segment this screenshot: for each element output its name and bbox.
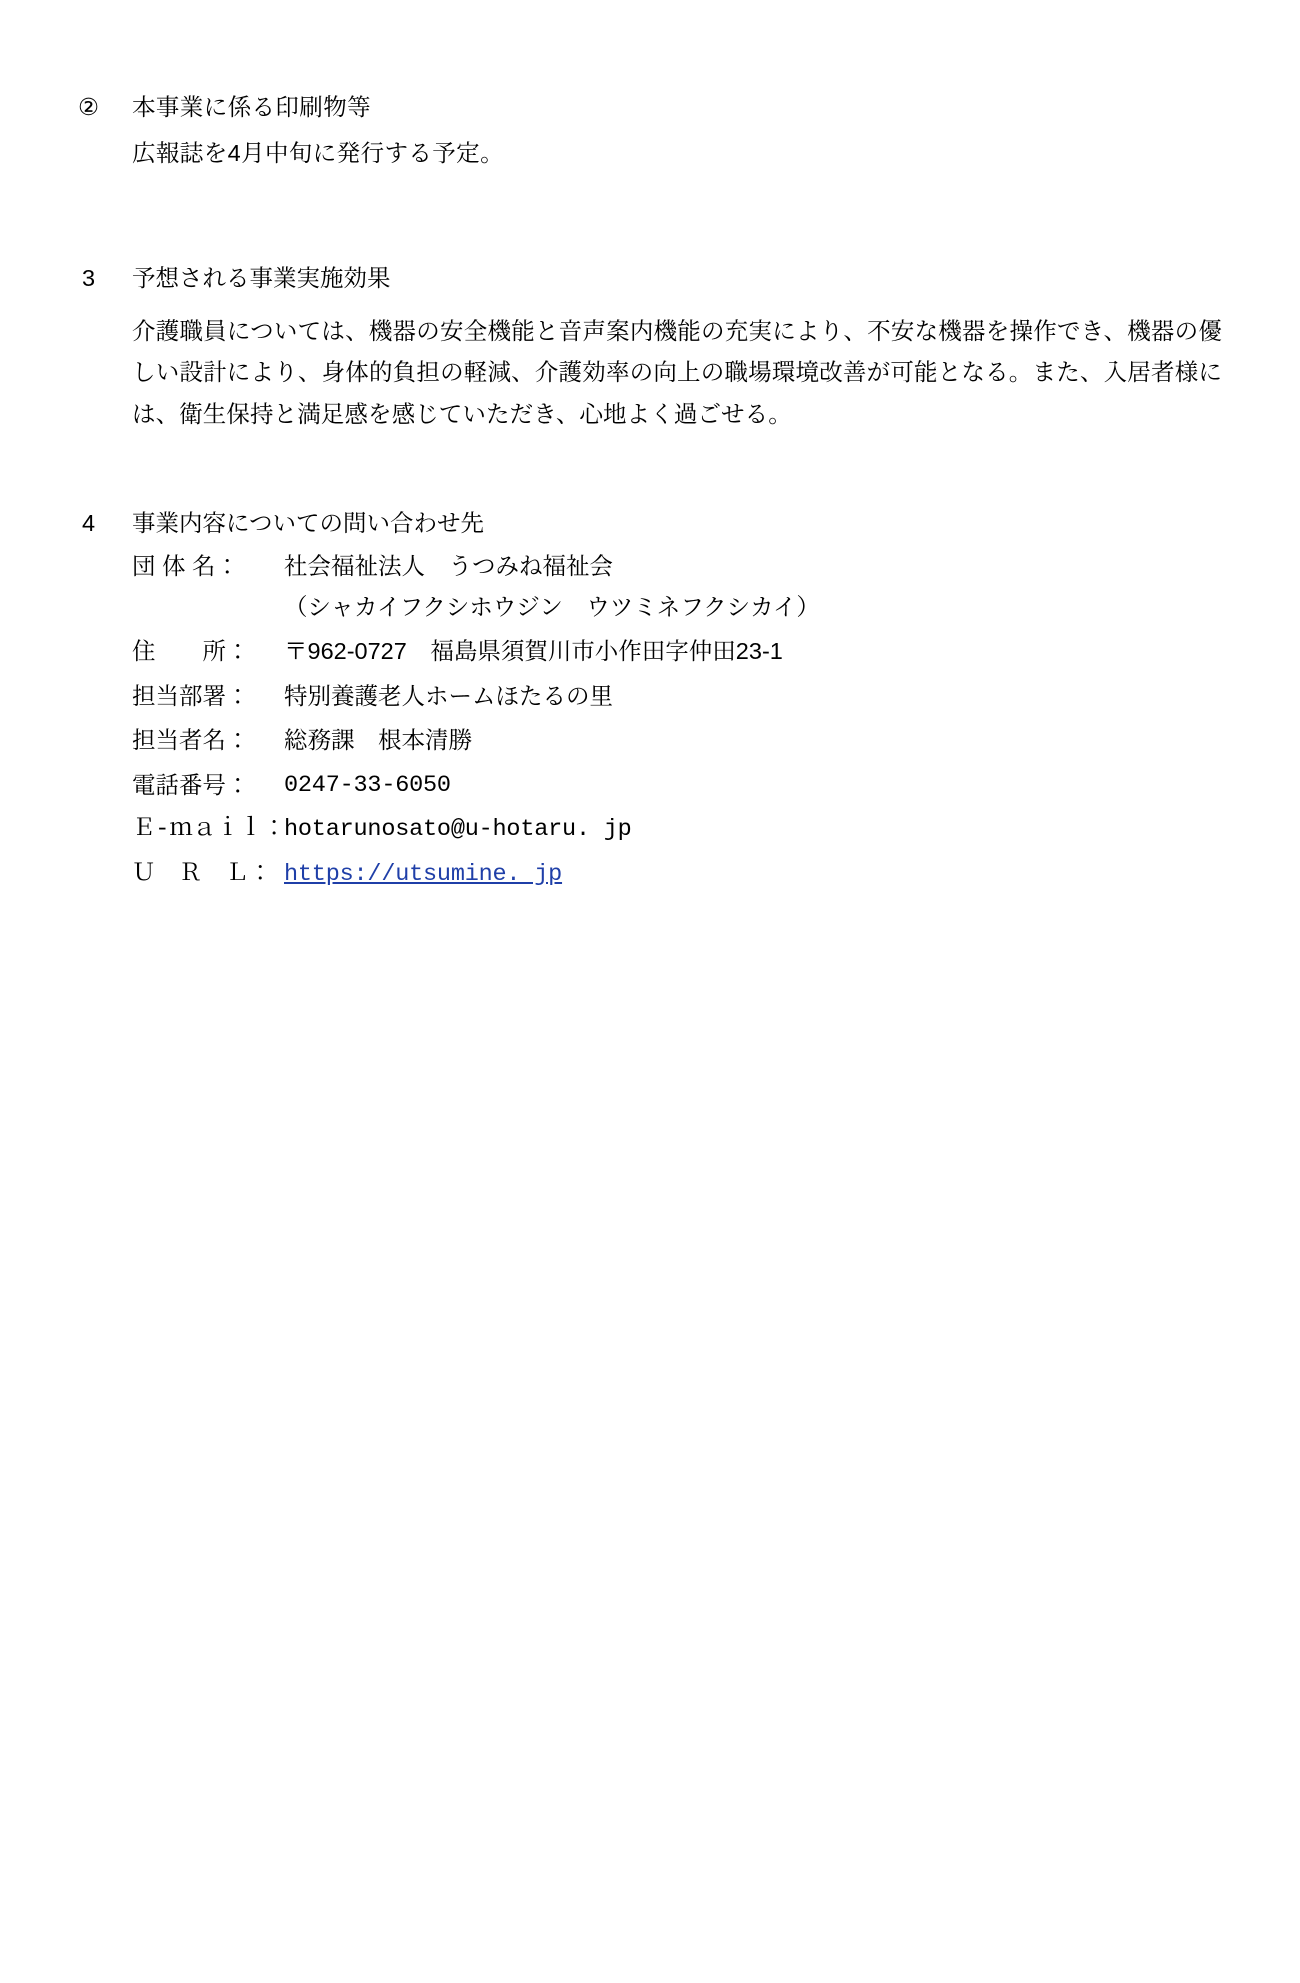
contact-label-department: 担当部署： — [132, 682, 250, 709]
contact-value-person: 総務課 根本清勝 — [284, 727, 472, 754]
contact-value-address: 〒962-0727 福島県須賀川市小作田字仲田23-1 — [284, 638, 783, 665]
section-contact — [78, 509, 1222, 908]
section-marker-4: 4 — [82, 509, 96, 536]
contact-label-address: 住 所： — [132, 638, 250, 665]
section-3-paragraph: 介護職員については、機器の安全機能と音声案内機能の充実により、不安な機器を操作でき、機器の優しい設計により、身体的負担の軽減、介護効率の向上の職場環境改善が可能となる。また、入居者様には、衛生保持と満足感を感じていただき、心地よく過ごせる。 — [132, 317, 1222, 428]
contact-value-phone: 0247-33-6050 — [284, 771, 451, 799]
section-2-body — [132, 96, 1222, 165]
contact-value-organization-kana: （シャカイフクシホウジン ウツミネフクシカイ） — [284, 593, 820, 620]
section-marker-2: ② — [78, 94, 100, 120]
contact-row-address — [132, 640, 1222, 664]
contact-row-email — [132, 818, 1222, 842]
contact-row-phone — [132, 771, 1222, 799]
section-printed-materials — [78, 96, 1222, 165]
section-3-title: 予想される事業実施効果 — [132, 265, 391, 291]
contact-value-organization: 社会福祉法人 うつみね福祉会 — [284, 553, 613, 580]
contact-value-department: 特別養護老人ホームほたるの里 — [284, 682, 613, 709]
section-4-title: 事業内容についての問い合わせ先 — [132, 509, 485, 536]
spacer-2 — [78, 436, 1222, 512]
contact-row-person — [132, 729, 1222, 753]
section-2-text: 広報誌を4月中旬に発行する予定。 — [132, 139, 504, 166]
contact-value-url-link[interactable]: https://utsumine. jp — [284, 860, 563, 888]
section-3-body — [132, 267, 1222, 436]
contact-value-email: hotarunosato@u-hotaru. jp — [284, 816, 632, 844]
contact-row-department — [132, 682, 1222, 709]
section-marker-3: 3 — [82, 265, 96, 291]
contact-label-organization: 団 体 名： — [132, 553, 240, 580]
contact-row-url — [132, 860, 1222, 888]
contact-list — [132, 555, 1222, 886]
section-expected-effects — [78, 267, 1222, 436]
contact-label-phone: 電話番号： — [132, 771, 250, 798]
contact-label-email: Ｅ-ｍａｉｌ： — [132, 816, 286, 844]
contact-label-url: Ｕ Ｒ Ｌ： — [132, 860, 272, 888]
contact-label-person: 担当者名： — [132, 727, 250, 754]
contact-row-organization — [132, 555, 1222, 579]
section-4-body — [132, 509, 1222, 908]
section-2-title: 本事業に係る印刷物等 — [132, 94, 371, 120]
spacer-1 — [78, 181, 1222, 267]
